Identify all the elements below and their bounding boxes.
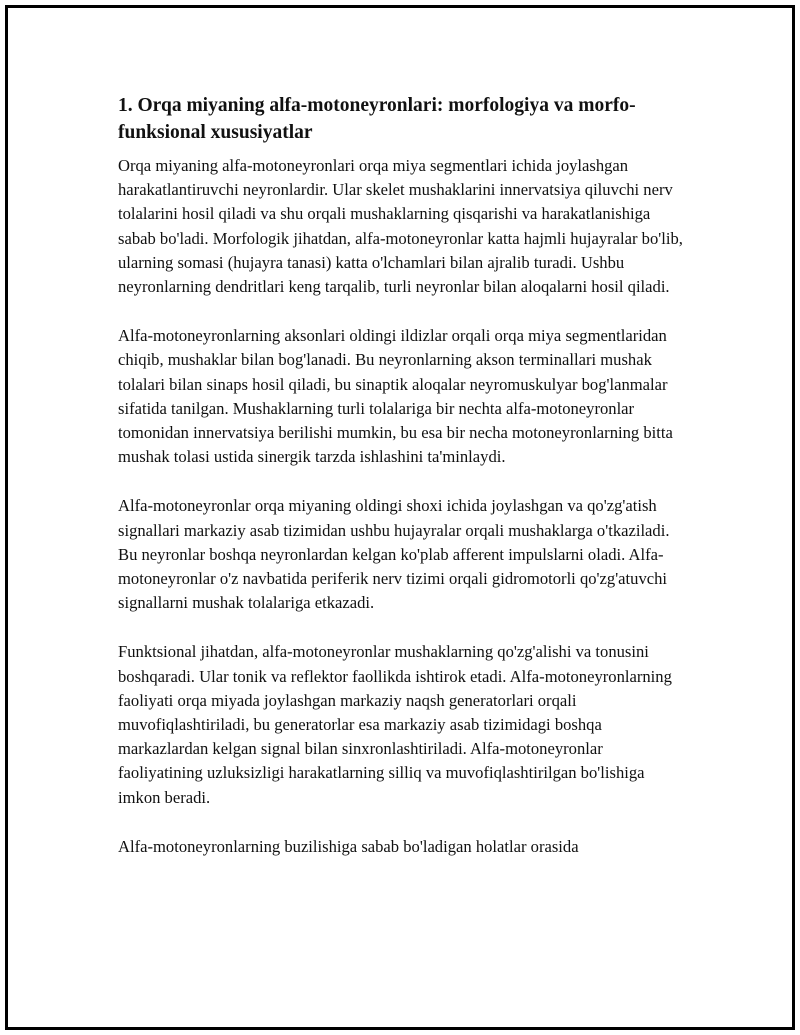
paragraph-1: Orqa miyaning alfa-motoneyronlari orqa miya segmentlari ichida joylashgan harakatlantiruvchi neyronlardir. Ular skelet mushaklarini innervatsiya qiluvchi nerv tolalarini hosil qiladi va shu orqali mushaklarning qisqarishi va harakatlanishiga sabab bo'ladi. Morfologik jihatdan, alfa-motoneyronlar katta hajmli hujayralar bo'lib, ularning somasi (hujayra tanasi) katta o'lchamlari bilan ajralib turadi. Ushbu neyronlarning dendritlari keng tarqalib, turli neyronlar bilan aloqalarni hosil qiladi. (118, 156, 683, 297)
paragraph-3: Alfa-motoneyronlar orqa miyaning oldingi shoxi ichida joylashgan va qo'zg'atish signallari markaziy asab tizimidan ushbu hujayralar orqali mushaklarga o'tkaziladi. Bu neyronlar boshqa neyronlardan kelgan ko'plab afferent impulslarni oladi. Alfa-motoneyronlar o'z navbatida periferik nerv tizimi orqali gidromotorli qo'zg'atuvchi signallarni mushak tolalariga etkazadi. (118, 496, 670, 613)
section-heading: 1. Orqa miyaning alfa-motoneyronlari: morfologiya va morfo-funksional xususiyatlar (118, 95, 636, 143)
document-body (118, 92, 690, 884)
paragraph-2: Alfa-motoneyronlarning aksonlari oldingi ildizlar orqali orqa miya segmentlaridan chiqib, mushaklar bilan bog'lanadi. Bu neyronlarning akson terminallari mushak tolalari bilan sinaps hosil qiladi, bu sinaptik aloqalar neyromuskulyar bog'lanmalar sifatida tanilgan. Mushaklarning turli tolalariga bir nechta alfa-motoneyronlar tomonidan innervatsiya berilishi mumkin, bu esa bir necha motoneyronlarning bitta mushak tolasi ustida sinergik tarzda ishlashini ta'minlaydi. (118, 326, 673, 467)
paragraph-5: Alfa-motoneyronlarning buzilishiga sabab bo'ladigan holatlar orasida (118, 836, 579, 856)
paragraph-4: Funktsional jihatdan, alfa-motoneyronlar mushaklarning qo'zg'alishi va tonusini boshqaradi. Ular tonik va reflektor faollikda ishtirok etadi. Alfa-motoneyronlarning faoliyati orqa miyada joylashgan markaziy naqsh generatorlari orqali muvofiqlashtiriladi, bu generatorlar esa markaziy asab tizimidagi boshqa markazlardan kelgan signal bilan sinxronlashtiriladi. Alfa-motoneyronlar faoliyatining uzluksizligi harakatlarning silliq va muvofiqlashtirilgan bo'lishiga imkon beradi. (118, 642, 672, 807)
